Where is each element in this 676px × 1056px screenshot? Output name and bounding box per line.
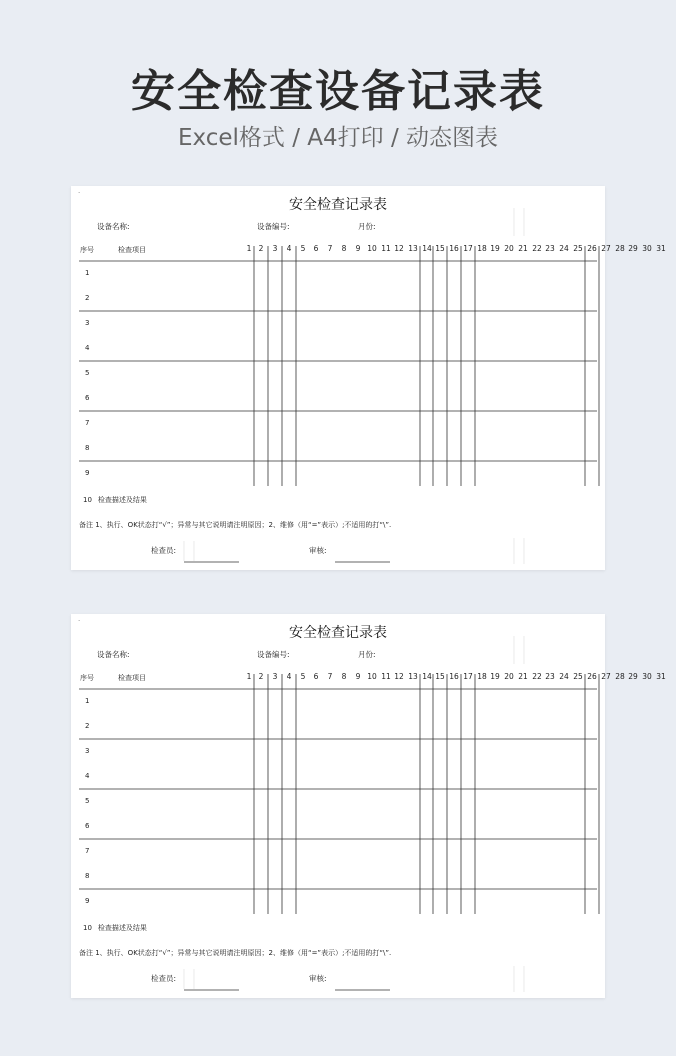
row-description: [83, 495, 147, 505]
device-number-label: 设备编号:: [257, 222, 290, 231]
reviewer-label: 审核:: [309, 546, 327, 555]
day-column-header: 21: [518, 244, 528, 253]
day-column-header: 15: [435, 672, 445, 681]
row-number: 4: [85, 772, 90, 780]
row-number: 9: [85, 469, 90, 477]
day-column-header: 23: [545, 244, 555, 253]
day-column-header: 20: [504, 244, 514, 253]
day-column-header: 26: [587, 672, 597, 681]
device-name-label: 设备名称:: [97, 650, 130, 659]
record-sheet-preview: [71, 186, 666, 570]
inspector-label: 检查员:: [151, 974, 177, 983]
row-number: 3: [85, 747, 90, 755]
row-number: 8: [85, 872, 90, 880]
record-sheet-preview: [71, 614, 666, 998]
day-column-header: 6: [313, 672, 319, 681]
day-column-header: 12: [394, 672, 404, 681]
remarks-note: 备注 1、执行、OK状态打“√”；异常与其它说明请注明原因；2、维修（用“=”表示）;不适用的打“\”.: [79, 521, 392, 529]
column-header-seq: 序号: [80, 246, 94, 254]
day-column-header: 4: [286, 244, 292, 253]
page-subtitle: Excel格式 / A4打印 / 动态图表: [177, 125, 499, 151]
row-number: 7: [85, 847, 90, 855]
day-column-header: 11: [381, 672, 391, 681]
row-number: 5: [85, 797, 90, 805]
day-column-header: 16: [449, 672, 459, 681]
sheet-title: 安全检查记录表: [289, 625, 387, 641]
row-number: 3: [85, 319, 90, 327]
day-column-header: 16: [449, 244, 459, 253]
day-column-header: 17: [463, 672, 473, 681]
day-column-header: 28: [615, 244, 625, 253]
day-column-header: 22: [532, 244, 542, 253]
sheet-title: 安全检查记录表: [289, 197, 387, 213]
row-number: 2: [85, 722, 90, 730]
day-column-header: 31: [656, 244, 666, 253]
day-column-header: 9: [355, 672, 361, 681]
day-column-header: 17: [463, 244, 473, 253]
day-column-header: 2: [258, 244, 264, 253]
description-label: 检查描述及结果: [97, 924, 147, 932]
day-column-header: 25: [573, 672, 583, 681]
day-column-header: 23: [545, 672, 555, 681]
day-column-header: 29: [628, 244, 638, 253]
day-column-header: 3: [272, 244, 278, 253]
day-column-header: 11: [381, 244, 391, 253]
day-column-header: 14: [422, 244, 432, 253]
day-column-header: 24: [559, 672, 569, 681]
day-column-header: 30: [642, 672, 652, 681]
day-column-header: 25: [573, 244, 583, 253]
day-column-header: 5: [300, 244, 306, 253]
reviewer-label: 审核:: [309, 974, 327, 983]
day-column-header: 1: [246, 672, 252, 681]
day-column-header: 21: [518, 672, 528, 681]
day-column-header: 15: [435, 244, 445, 253]
day-column-header: 19: [490, 672, 500, 681]
row-description: [83, 923, 147, 933]
row-number: 9: [85, 897, 90, 905]
description-label: 检查描述及结果: [97, 496, 147, 504]
day-column-header: 28: [615, 672, 625, 681]
day-column-header: 12: [394, 244, 404, 253]
day-column-header: 13: [408, 672, 418, 681]
day-column-header: 4: [286, 672, 292, 681]
row-number: 1: [85, 697, 90, 705]
row-number: 8: [85, 444, 90, 452]
day-column-header: 22: [532, 672, 542, 681]
day-column-header: 26: [587, 244, 597, 253]
row-number: 6: [85, 394, 90, 402]
row-number: 6: [85, 822, 90, 830]
column-header-item: 检查项目: [118, 246, 146, 254]
day-column-header: 27: [601, 244, 611, 253]
device-number-label: 设备编号:: [257, 650, 290, 659]
day-column-header: 19: [490, 244, 500, 253]
row-number: 7: [85, 419, 90, 427]
month-label: 月份:: [358, 650, 376, 659]
day-column-header: 1: [246, 244, 252, 253]
row-number: 2: [85, 294, 90, 302]
page-title: 安全检查设备记录表: [131, 66, 545, 117]
column-header-seq: 序号: [80, 674, 94, 682]
day-column-header: 18: [477, 672, 487, 681]
column-header-item: 检查项目: [118, 674, 146, 682]
day-column-header: 24: [559, 244, 569, 253]
day-column-header: 7: [327, 672, 333, 681]
day-column-header: 8: [341, 672, 347, 681]
device-name-label: 设备名称:: [97, 222, 130, 231]
row-number: 10: [83, 496, 92, 504]
day-column-header: 8: [341, 244, 347, 253]
remarks-note: 备注 1、执行、OK状态打“√”；异常与其它说明请注明原因；2、维修（用“=”表示）;不适用的打“\”.: [79, 949, 392, 957]
row-number: 1: [85, 269, 90, 277]
day-column-header: 6: [313, 244, 319, 253]
inspector-label: 检查员:: [151, 546, 177, 555]
day-column-header: 2: [258, 672, 264, 681]
day-column-header: 31: [656, 672, 666, 681]
day-column-header: 27: [601, 672, 611, 681]
corner-mark: ·: [78, 617, 81, 625]
day-column-header: 3: [272, 672, 278, 681]
day-column-header: 18: [477, 244, 487, 253]
day-column-header: 20: [504, 672, 514, 681]
day-column-header: 10: [367, 244, 377, 253]
day-column-header: 30: [642, 244, 652, 253]
day-column-header: 10: [367, 672, 377, 681]
row-number: 4: [85, 344, 90, 352]
row-number: 5: [85, 369, 90, 377]
row-number: 10: [83, 924, 92, 932]
day-column-header: 29: [628, 672, 638, 681]
day-column-header: 9: [355, 244, 361, 253]
day-column-header: 7: [327, 244, 333, 253]
day-column-header: 14: [422, 672, 432, 681]
day-column-header: 13: [408, 244, 418, 253]
day-column-header: 5: [300, 672, 306, 681]
corner-mark: ·: [78, 189, 81, 197]
month-label: 月份:: [358, 222, 376, 231]
